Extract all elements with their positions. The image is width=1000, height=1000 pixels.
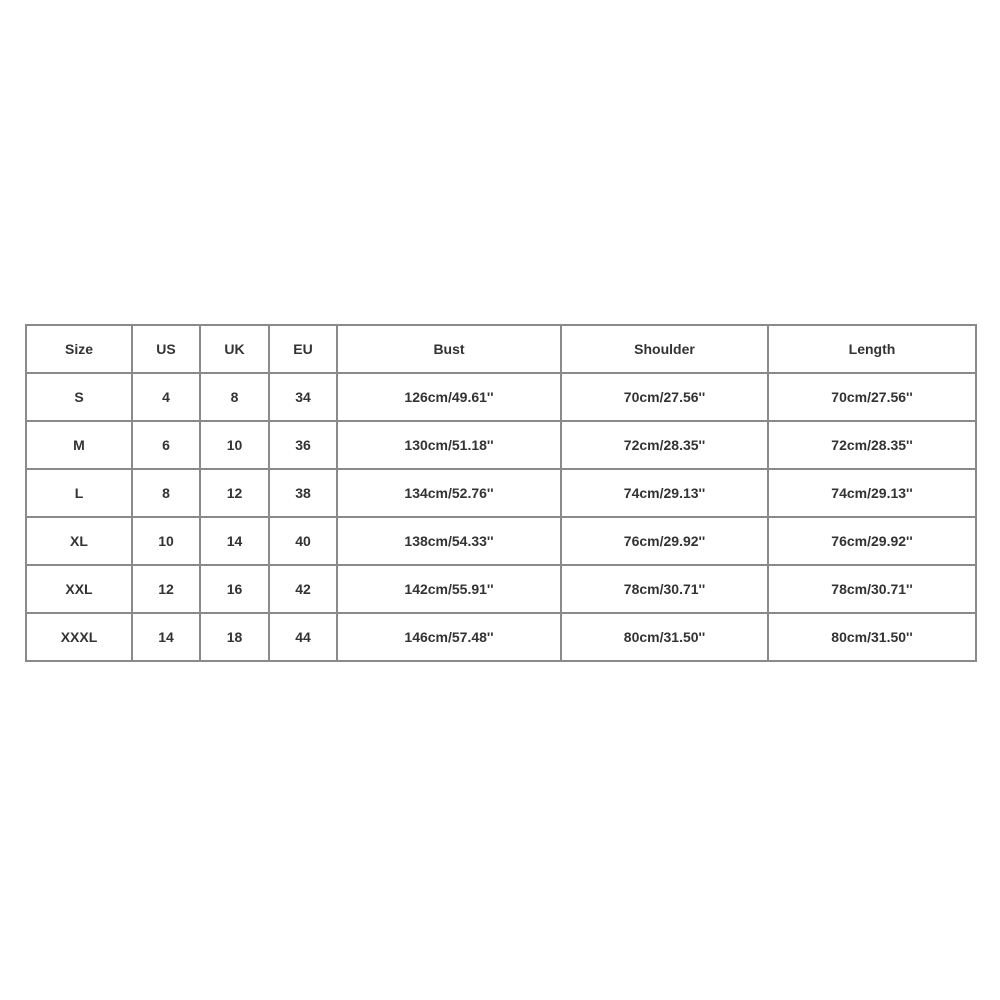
cell-shoulder: 70cm/27.56'' bbox=[561, 373, 768, 421]
cell-shoulder: 72cm/28.35'' bbox=[561, 421, 768, 469]
cell-length: 80cm/31.50'' bbox=[768, 613, 976, 661]
header-bust: Bust bbox=[337, 325, 561, 373]
header-shoulder: Shoulder bbox=[561, 325, 768, 373]
table-row bbox=[26, 517, 976, 565]
cell-us: 12 bbox=[132, 565, 200, 613]
cell-bust: 146cm/57.48'' bbox=[337, 613, 561, 661]
cell-us: 8 bbox=[132, 469, 200, 517]
cell-size: S bbox=[26, 373, 132, 421]
cell-shoulder: 78cm/30.71'' bbox=[561, 565, 768, 613]
header-uk: UK bbox=[200, 325, 269, 373]
cell-uk: 16 bbox=[200, 565, 269, 613]
cell-size: XXL bbox=[26, 565, 132, 613]
cell-size: M bbox=[26, 421, 132, 469]
cell-eu: 40 bbox=[269, 517, 337, 565]
cell-uk: 12 bbox=[200, 469, 269, 517]
cell-length: 76cm/29.92'' bbox=[768, 517, 976, 565]
size-chart-table bbox=[25, 324, 977, 662]
cell-bust: 138cm/54.33'' bbox=[337, 517, 561, 565]
cell-length: 74cm/29.13'' bbox=[768, 469, 976, 517]
header-size: Size bbox=[26, 325, 132, 373]
cell-length: 72cm/28.35'' bbox=[768, 421, 976, 469]
cell-length: 70cm/27.56'' bbox=[768, 373, 976, 421]
cell-eu: 36 bbox=[269, 421, 337, 469]
cell-us: 10 bbox=[132, 517, 200, 565]
header-eu: EU bbox=[269, 325, 337, 373]
cell-bust: 142cm/55.91'' bbox=[337, 565, 561, 613]
table-row bbox=[26, 469, 976, 517]
table-row bbox=[26, 613, 976, 661]
cell-uk: 18 bbox=[200, 613, 269, 661]
table-row bbox=[26, 421, 976, 469]
cell-bust: 126cm/49.61'' bbox=[337, 373, 561, 421]
cell-us: 6 bbox=[132, 421, 200, 469]
cell-bust: 130cm/51.18'' bbox=[337, 421, 561, 469]
cell-us: 4 bbox=[132, 373, 200, 421]
cell-shoulder: 76cm/29.92'' bbox=[561, 517, 768, 565]
cell-us: 14 bbox=[132, 613, 200, 661]
cell-size: XXXL bbox=[26, 613, 132, 661]
cell-shoulder: 80cm/31.50'' bbox=[561, 613, 768, 661]
cell-eu: 44 bbox=[269, 613, 337, 661]
cell-uk: 10 bbox=[200, 421, 269, 469]
header-us: US bbox=[132, 325, 200, 373]
cell-length: 78cm/30.71'' bbox=[768, 565, 976, 613]
cell-eu: 34 bbox=[269, 373, 337, 421]
header-row bbox=[26, 325, 976, 373]
cell-bust: 134cm/52.76'' bbox=[337, 469, 561, 517]
cell-uk: 8 bbox=[200, 373, 269, 421]
cell-uk: 14 bbox=[200, 517, 269, 565]
cell-size: XL bbox=[26, 517, 132, 565]
header-length: Length bbox=[768, 325, 976, 373]
cell-eu: 42 bbox=[269, 565, 337, 613]
table-row bbox=[26, 565, 976, 613]
cell-eu: 38 bbox=[269, 469, 337, 517]
table-row bbox=[26, 373, 976, 421]
cell-shoulder: 74cm/29.13'' bbox=[561, 469, 768, 517]
cell-size: L bbox=[26, 469, 132, 517]
